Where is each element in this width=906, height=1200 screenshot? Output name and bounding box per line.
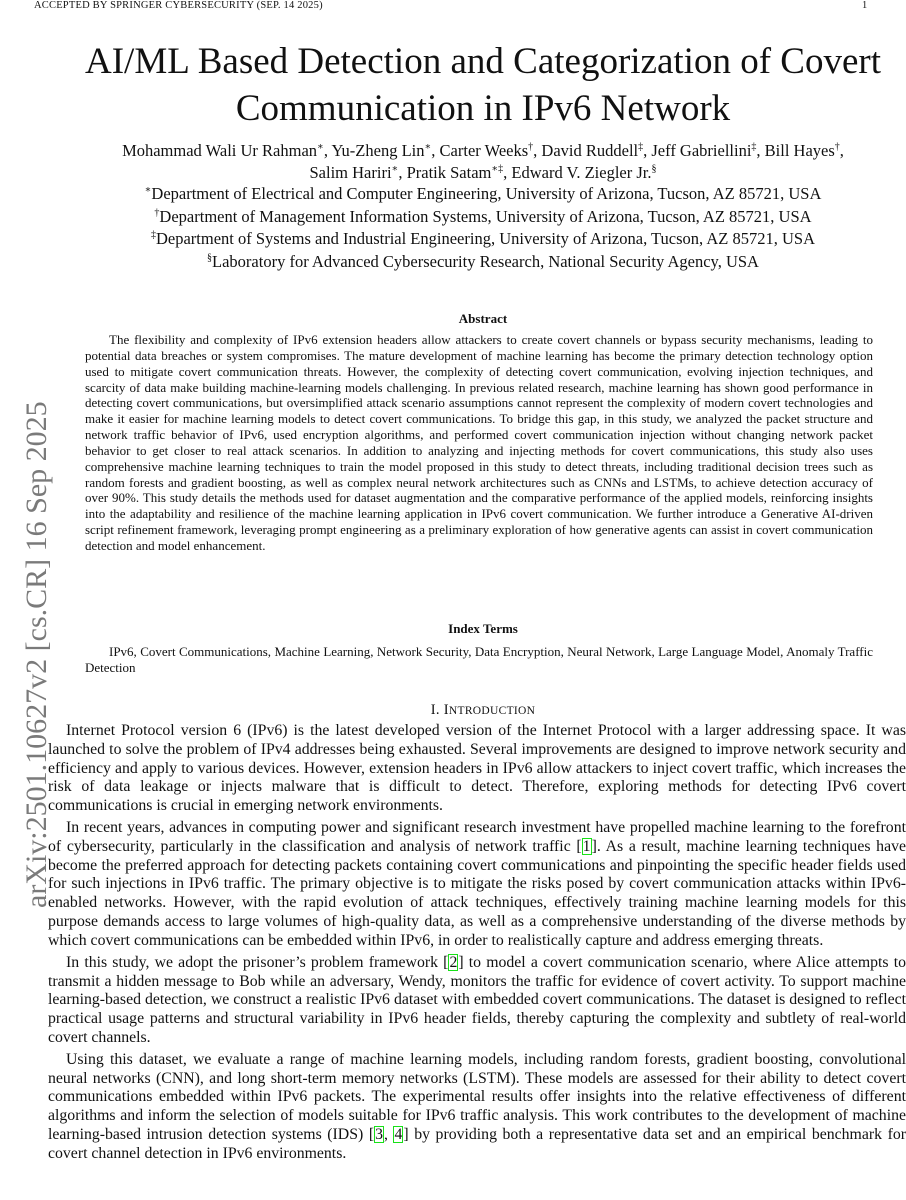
index-terms-heading: Index Terms [448, 621, 518, 636]
abstract-text: The flexibility and complexity of IPv6 extension headers allow attackers to create covert channels or bypass security mechanisms, leading to potential data breaches or system compromises. The mature development of machine learning has become the primary detection technology option used to mitigate covert communication threats. However, the complexity of detecting covert communication, evolving injection techniques, and scarcity of data make building machine-learning models challenging. In previous related research, machine learning has shown good performance in detecting covert communications, but oversimplified attack scenario assumptions cannot represent the complexity of modern covert technologies and make it easier for machine learning models to detect covert communications. To bridge this gap, in this study, we analyzed the packet structure and network traffic behavior of IPv6, used encryption algorithms, and performed covert communication injection without changing network packet behavior to get closer to real attack scenarios. In addition to analyzing and injecting methods for covert communications, this study also uses comprehensive machine learning techniques to train the model proposed in this study to detect threats, including traditional decision trees such as random forests and gradient boosting, as well as complex neural network architectures such as CNNs and LSTMs, to achieve detection accuracy of over 90%. This study details the methods used for dataset augmentation and the comparative performance of the applied models, reinforcing insights into the adaptability and resilience of the machine learning application in IPv6 covert communication. We further introduce a Generative AI-driven script refinement framework, leveraging prompt engineering as a preliminary exploration of how generative agents can assist in covert communication detection and model enhancement. [85, 332, 873, 553]
author: David Ruddell‡ [541, 141, 644, 160]
author: Bill Hayes† [764, 141, 840, 160]
affiliation: ∗Department of Electrical and Computer Engineering, University of Arizona, Tucson, AZ 85721, USA [144, 184, 822, 203]
arxiv-id[interactable]: arXiv:2501.10627v2 [cs.CR] 16 Sep 2025 [20, 401, 53, 908]
author-list: Mohammad Wali Ur Rahman∗, Yu-Zheng Lin∗, Carter Weeks†, David Ruddell‡, Jeff Gabriellini‡, Bill Hayes†, Salim Hariri∗, Pratik Satam∗‡, Edward V. Ziegler Jr.§ [122, 141, 844, 182]
citation-link[interactable]: 3 [375, 1125, 383, 1143]
index-terms-text: IPv6, Covert Communications, Machine Learning, Network Security, Data Encryption, Neural Network, Large Language Model, Anomaly Traffic Detection [85, 644, 873, 675]
affiliation-list [60, 183, 906, 273]
paragraph: In this study, we adopt the prisoner’s problem framework [2] to model a covert communication scenario, where Alice attempts to transmit a hidden message to Bob while an adversary, Wendy, monitors the traffic for evidence of covert activity. To support machine learning-based detection, we construct a realistic IPv6 dataset with embedded covert communications. The dataset is designed to reflect practical usage patterns and structural variability in IPv6 header fields, thereby capturing the complexity and subtlety of real-world covert channels. [48, 953, 906, 1046]
body-text [48, 722, 906, 1167]
citation-link[interactable]: 1 [582, 837, 591, 855]
author: Jeff Gabriellini‡ [651, 141, 757, 160]
affiliation: †Department of Management Information Systems, University of Arizona, Tucson, AZ 85721, USA [154, 206, 812, 226]
citation-link[interactable]: 4 [394, 1125, 403, 1143]
section-number: I. [430, 702, 440, 718]
paragraph: In recent years, advances in computing power and significant research investment have propelled machine learning to the forefront of cybersecurity, particularly in the classification and analysis of network traffic [1]. As a result, machine learning techniques have become the preferred approach for detecting packets containing covert communications and pinpointing the specific header fields used for such injections in IPv6 traffic. The primary objective is to mitigate the risks posed by covert communication attacks within IPv6-enabled networks. However, with the rapid evolution of attack techniques, effectively training machine learning models for this purpose demands access to large volumes of high-quality data, as well as a comprehensive understanding of the diverse methods by which covert communications can be embedded within IPv6, in order to realistically capture and address emerging threats. [48, 819, 906, 949]
paragraph: Using this dataset, we evaluate a range of machine learning models, including random forests, gradient boosting, convolutional neural networks (CNN), and long short-term memory networks (LSTM). These models are assessed for their ability to detect covert communications embedded within IPv6 packets. The experimental results offer insights into the relative effectiveness of different algorithms and inform the selection of models suitable for IPv6 traffic analysis. This work contributes to the development of machine learning-based intrusion detection systems (IDS) [3, 4] by providing both a representative data set and an empirical benchmark for covert channel detection in IPv6 environments. [48, 1050, 906, 1162]
paper-title: AI/ML Based Detection and Categorization of Covert Communication in IPv6 Network [85, 41, 881, 129]
affiliation: §Laboratory for Advanced Cybersecurity Research, National Security Agency, USA [207, 251, 759, 271]
author: Mohammad Wali Ur Rahman∗ [122, 141, 324, 160]
section-heading: I. INTRODUCTION [430, 702, 536, 718]
running-header: ACCEPTED BY SPRINGER CYBERSECURITY (SEP. 14 2025) [34, 0, 323, 11]
arxiv-watermark [0, 0, 53, 1200]
affiliation: ‡Department of Systems and Industrial Engineering, University of Arizona, Tucson, AZ 85721, USA [150, 229, 815, 248]
page-number: 1 [862, 0, 868, 11]
author: Pratik Satam∗‡ [406, 163, 504, 182]
abstract-heading: Abstract [458, 311, 508, 326]
section-title: NTRODUCTION [448, 705, 536, 717]
author: Yu-Zheng Lin∗ [331, 141, 432, 160]
citation-link[interactable]: 2 [449, 953, 458, 971]
author: Carter Weeks† [439, 141, 534, 160]
author: Edward V. Ziegler Jr.§ [511, 163, 657, 182]
author: Salim Hariri∗ [309, 163, 399, 182]
paragraph: Internet Protocol version 6 (IPv6) is the latest developed version of the Internet Protocol with a larger addressing space. It was launched to solve the problem of IPv4 addresses being exhausted. Several improvements are designed to improve network security and efficiency and apply to various devices. However, extension headers in IPv6 allow attackers to inject covert traffic, which increases the risk of data leakage or injects malware that is difficult to detect. Therefore, exploring methods for detecting IPv6 covert communications is crucial in emerging network environments. [48, 722, 906, 815]
